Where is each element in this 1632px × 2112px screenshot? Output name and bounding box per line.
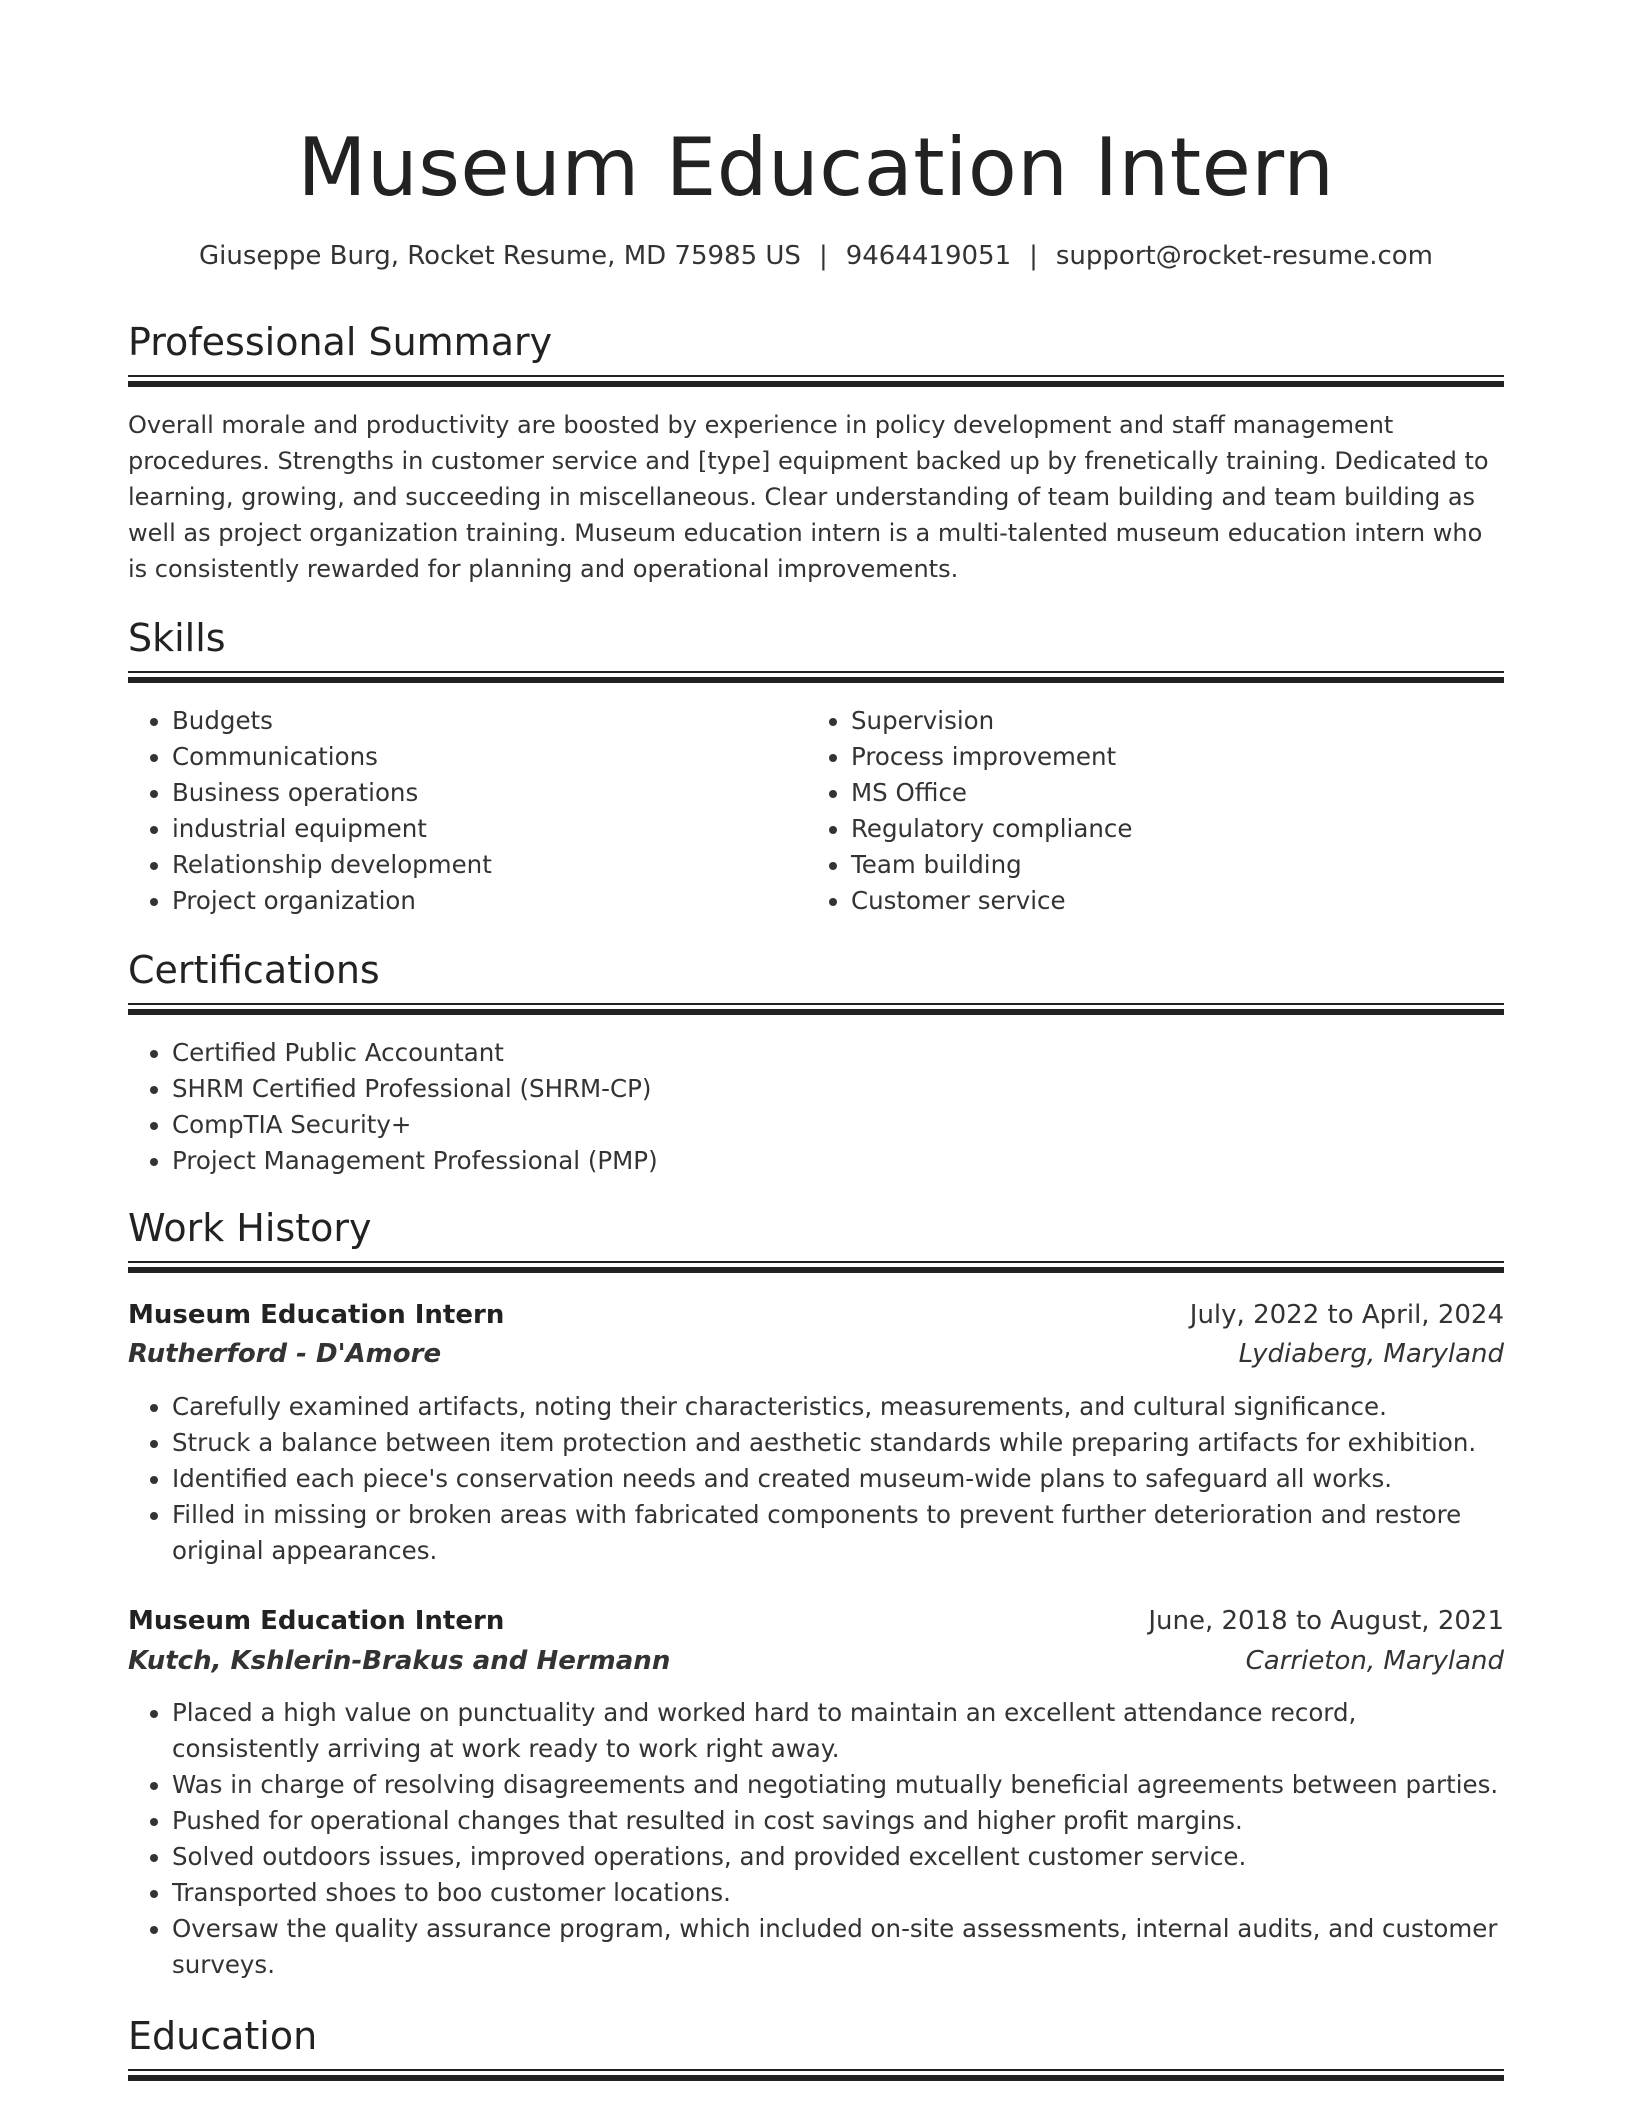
skill-item: • Project organization: [172, 883, 812, 919]
resume-title: Museum Education Intern: [297, 121, 1335, 214]
section-divider: [128, 671, 1504, 684]
job-bullet: • Pushed for operational changes that resulted in cost savings and higher profit margins.: [172, 1803, 1504, 1839]
job-bullet: • Struck a balance between item protection and aesthetic standards while preparing artifacts for exhibition.: [172, 1425, 1504, 1461]
skill-item: • MS Office: [851, 775, 1501, 811]
skill-item: • Process improvement: [851, 739, 1501, 775]
certification-item: • CompTIA Security+: [172, 1107, 1502, 1143]
job-bullet: • Solved outdoors issues, improved operations, and provided excellent customer service.: [172, 1839, 1504, 1875]
job-bullets: [128, 1695, 1504, 1983]
contact-line: [128, 236, 1504, 276]
job-bullet: • Identified each piece's conservation needs and created museum-wide plans to safeguard all works.: [172, 1461, 1504, 1497]
contact-separator: |: [818, 241, 828, 271]
skill-item: • Regulatory compliance: [851, 811, 1501, 847]
contact-address: Giuseppe Burg, Rocket Resume, MD 75985 US: [199, 241, 801, 271]
contact-separator: |: [1029, 241, 1038, 271]
section-heading-skills: Skills: [128, 616, 226, 660]
job-title: Museum Education Intern: [128, 1300, 505, 1330]
section-heading-education: Education: [128, 2014, 318, 2058]
skill-item: • Budgets: [172, 703, 812, 739]
job-dates: July, 2022 to April, 2024: [1189, 1300, 1504, 1330]
section-divider: [128, 375, 1504, 388]
job-bullets: [128, 1389, 1504, 1569]
job-title: Museum Education Intern: [128, 1606, 505, 1636]
contact-email: support@rocket-resume.com: [1055, 241, 1433, 271]
job-bullet: • Transported shoes to boo customer locations.: [172, 1875, 1504, 1911]
skills-list-left: [128, 703, 812, 919]
skill-item: • Customer service: [851, 883, 1501, 919]
skill-item: • Team building: [851, 847, 1501, 883]
job-bullet: • Carefully examined artifacts, noting their characteristics, measurements, and cultural significance.: [172, 1389, 1504, 1425]
section-heading-certifications: Certifications: [128, 948, 380, 992]
section-divider: [128, 1261, 1504, 1274]
skills-list-right: [807, 703, 1501, 919]
certification-item: • Project Management Professional (PMP): [172, 1143, 1502, 1179]
certification-item: • Certified Public Accountant: [172, 1035, 1502, 1071]
job-bullet: • Was in charge of resolving disagreements and negotiating mutually beneficial agreements between parties.: [172, 1767, 1504, 1803]
contact-phone: 9464419051: [845, 241, 1012, 271]
skill-item: • Supervision: [851, 703, 1501, 739]
job-bullet: • Filled in missing or broken areas with fabricated components to prevent further deterioration and restore original appearances.: [172, 1497, 1504, 1569]
skill-item: • Communications: [172, 739, 812, 775]
job-bullet: • Oversaw the quality assurance program, which included on-site assessments, internal audits, and customer surveys.: [172, 1911, 1504, 1983]
job-company: Kutch, Kshlerin-Brakus and Hermann: [128, 1646, 671, 1676]
skill-item: • Relationship development: [172, 847, 812, 883]
job-dates: June, 2018 to August, 2021: [1148, 1606, 1504, 1636]
skill-item: • industrial equipment: [172, 811, 812, 847]
section-heading-summary: Professional Summary: [128, 320, 553, 364]
job-bullet: • Placed a high value on punctuality and worked hard to maintain an excellent attendance record, consistently arriving at work ready to work right away.: [172, 1695, 1504, 1767]
certification-item: • SHRM Certified Professional (SHRM-CP): [172, 1071, 1502, 1107]
job-company: Rutherford - D'Amore: [128, 1339, 442, 1369]
job-location: Lydiaberg, Maryland: [1238, 1339, 1504, 1369]
job-location: Carrieton, Maryland: [1245, 1646, 1504, 1676]
section-divider: [128, 2069, 1504, 2082]
section-heading-work-history: Work History: [128, 1206, 372, 1250]
certifications-list: [128, 1035, 1502, 1179]
section-divider: [128, 1003, 1504, 1016]
summary-text: Overall morale and productivity are boosted by experience in policy development and staff management procedures. Strengths in customer service and [type] equipment backed up by frenetically training. Dedicated to learning, growing, and succeeding in miscellaneous. Clear understanding of team building and team building as well as project organization training. Museum education intern is a multi-talented museum education intern who is consistently rewarded for planning and operational improvements.: [128, 411, 1489, 583]
skill-item: • Business operations: [172, 775, 812, 811]
